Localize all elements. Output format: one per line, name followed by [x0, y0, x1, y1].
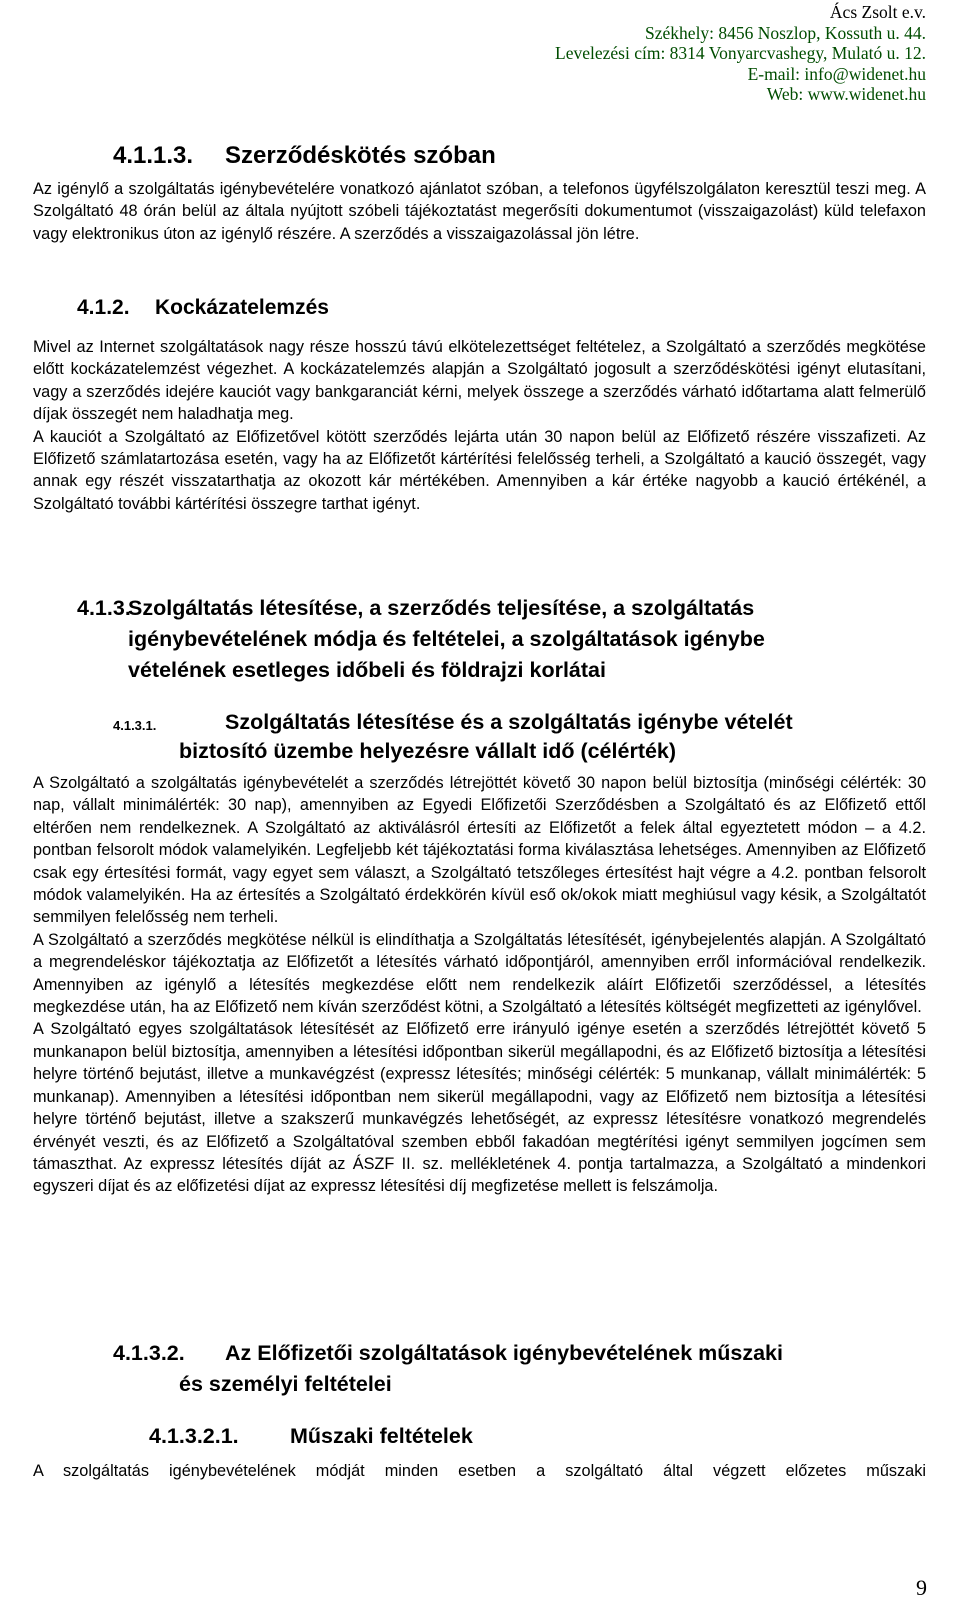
- paragraph: A kauciót a Szolgáltató az Előfizetővel kötött szerződés lejárta után 30 napon belül az Előfizető részére visszafizeti. Az Előfizető számlatartozása esetén, vagy ha az Előfizetőt kártérítési felelősség terheli, a Szolgáltató a kaució összegét, vagy annak egy részét visszatarthatja az okozott kár mértékében. Amennyiben a kár értéke nagyobb a kaució értékénél, a Szolgáltató további kártérítési összegre tarthat igényt.: [33, 427, 926, 513]
- paragraph: Mivel az Internet szolgáltatások nagy része hosszú távú elkötelezettséget feltételez, a Szolgáltató a szerződés megkötése előtt kockázatelemzést végezhet. A kockázatelemzés alapján a Szolgáltató jogosult a szerződéskötési igényt elutasítani, vagy a szerződés idejére kauciót vagy bankgaranciát kérni, melyek összege a szerződés várható időtartama alatt felmerülő díjak összegét nem haladhatja meg.: [33, 338, 926, 424]
- section-title: Kockázatelemzés: [155, 296, 329, 319]
- section-body-413221: [33, 1460, 926, 1482]
- paragraph: A Szolgáltató a szolgáltatás igénybevételét a szerződés létrejöttét követő 30 napon belül biztosítja (minőségi célérték: 30 nap, vállalt minimálérték: 30 nap), amennyiben az Egyedi Előfizetői Szerződésben a Szolgáltató és az Előfizető ettől eltérően nem rendelkeznek. A Szolgáltató az aktiválásról értesíti az Előfizetőt a felek által egyeztetett módon – a 4.2. pontban felsorolt módok valamelyikén. Legfeljebb két tájékoztatási forma kiválasztása lehetséges. Amennyiben az Előfizető csak egy értesítési formát, vagy egyet sem választ, a Szolgáltató tetszőleges értesítést hajt végre a 4.2. pontban felsorolt módok valamelyikén. Ha az értesítés a Szolgáltató érdekkörén kívül eső ok/okok miatt meghiúsul vagy késik, a Szolgáltatót semmilyen felelősség nem terheli.: [33, 774, 926, 927]
- section-number: 4.1.1.3.: [113, 142, 194, 169]
- letterhead: [555, 2, 926, 105]
- paragraph: A szolgáltatás igénybevételének módját minden esetben a szolgáltató által végzett előzetes műszaki: [33, 1462, 926, 1480]
- section-number: 4.1.3.: [77, 596, 131, 620]
- section-title-line-2: igénybevételének módja és feltételei, a szolgáltatások igénybe: [128, 627, 765, 651]
- section-number: 4.1.3.2.: [113, 1341, 185, 1365]
- section-title: Szerződéskötés szóban: [225, 142, 496, 169]
- section-heading-412: [77, 296, 329, 320]
- section-heading-4113: [113, 142, 496, 170]
- section-title-line-1: Az Előfizetői szolgáltatások igénybevételének műszaki: [225, 1341, 783, 1365]
- section-title-line-1: Szolgáltatás létesítése, a szerződés teljesítése, a szolgáltatás: [128, 596, 755, 620]
- paragraph: Az igénylő a szolgáltatás igénybevételére vonatkozó ajánlatot szóban, a telefonos ügyfélszolgálaton keresztül teszi meg. A Szolgáltató 48 órán belül az általa nyújtott szóbeli tájékoztatást megerősíti dokumentumot (visszaigazolást) küld telefaxon vagy elektronikus úton az igénylő részére. A szerződés a visszaigazolással jön létre.: [33, 180, 926, 243]
- section-title-line-2: biztosító üzembe helyezésre vállalt idő (célérték): [179, 739, 677, 763]
- section-heading-413221: [149, 1424, 473, 1449]
- section-title-line-1: Szolgáltatás létesítése és a szolgáltatás igénybe vételét: [225, 710, 793, 734]
- section-number: 4.1.3.2.1.: [149, 1424, 239, 1448]
- section-body-4113: [33, 178, 926, 245]
- company-seat: Székhely: 8456 Noszlop, Kossuth u. 44.: [645, 22, 926, 43]
- company-email: E-mail: info@widenet.hu: [747, 63, 926, 84]
- section-body-4131: [33, 772, 926, 1198]
- section-body-412: [33, 336, 926, 515]
- section-title: Műszaki feltételek: [290, 1424, 473, 1448]
- section-number: 4.1.2.: [77, 296, 130, 319]
- section-number: 4.1.3.1.: [113, 718, 157, 733]
- paragraph: A Szolgáltató egyes szolgáltatások létesítését az Előfizető erre irányuló igénye esetén a szerződés létrejöttét követő 5 munkanapon belül biztosítja, amennyiben a létesítési időpontban sikerül megállapodni, és az Előfizető biztosítja a létesítési helyre történő bejutást, illetve a munkavégzést (expressz létesítés; minőségi célérték: 5 munkanap, vállalt minimálérték: 5 munkanap). Amennyiben a létesítési időpontban nem sikerül megállapodni, vagy az Előfizető nem biztosítja a létesítési helyre történő bejutást, illetve a szakszerű munkavégzés lehetőségét, az expressz létesítésre vonatkozó megrendelés érvényét veszti, és az Előfizető a Szolgáltatóval szemben ebből fakadóan megtérítési igényt semmilyen jogcímen sem támaszthat. Az expressz létesítés díját az ÁSZF II. sz. mellékletének 4. pontja tartalmazza, a Szolgáltató a mindenkori egyszeri díjat és az előfizetési díjat az expressz létesítési díj megfizetése mellett is felszámolja.: [33, 1020, 926, 1196]
- section-title-line-2: és személyi feltételei: [179, 1372, 392, 1396]
- company-postal-address: Levelezési cím: 8314 Vonyarcvashegy, Mulató u. 12.: [555, 43, 926, 63]
- section-title-line-3: vételének esetleges időbeli és földrajzi korlátai: [128, 658, 606, 682]
- page-number: 9: [916, 1575, 927, 1600]
- paragraph: A Szolgáltató a szerződés megkötése nélkül is elindíthatja a Szolgáltatás létesítését, igénybejelentés alapján. A Szolgáltató a megrendeléskor tájékoztatja az Előfizetőt a létesítés várható időpontjáról, amennyiben erről információval rendelkezik. Amennyiben az igénylő a létesítés megkezdése előtt nem rendelkezik aláírt Előfizetői szerződéssel, a létesítés megkezdése után, ha az Előfizető nem kíván szerződést kötni, a Szolgáltató a létesítés költségét megfizetteti az igénylővel.: [33, 930, 926, 1017]
- company-name: Ács Zsolt e.v.: [829, 2, 926, 22]
- company-web: Web: www.widenet.hu: [766, 84, 926, 104]
